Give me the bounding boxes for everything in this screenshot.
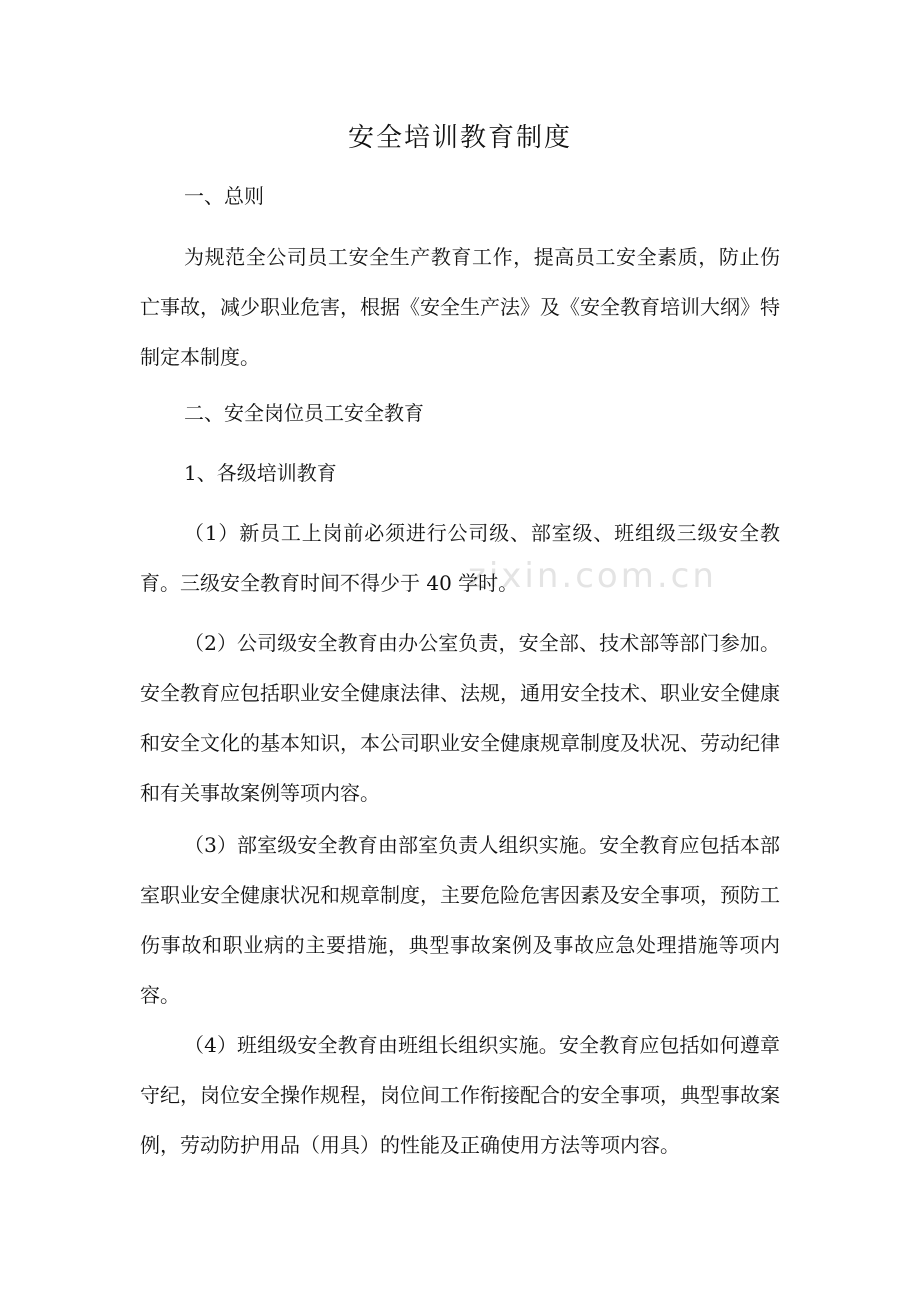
- paragraph-general: 为规范全公司员工安全生产教育工作，提高员工安全素质，防止伤亡事故，减少职业危害，根据《安全生产法》及《安全教育培训大纲》特制定本制度。: [140, 245, 780, 369]
- subsection-heading-training: 1、各级培训教育: [184, 461, 337, 485]
- watermark: zixin.com.cn: [468, 556, 717, 596]
- section-heading-general: 一、总则: [184, 184, 264, 208]
- paragraph-item-4: （4）班组级安全教育由班组长组织实施。安全教育应包括如何遵章守纪，岗位安全操作规程，岗位间工作衔接配合的安全事项，典型事故案例，劳动防护用品（用具）的性能及正确使用方法等项内容。: [140, 1033, 780, 1157]
- paragraph-item-2: （2）公司级安全教育由办公室负责，安全部、技术部等部门参加。安全教育应包括职业安全健康法律、法规，通用安全技术、职业安全健康和安全文化的基本知识，本公司职业安全健康规章制度及状况、劳动纪律和有关事故案例等项内容。: [140, 631, 780, 805]
- section-heading-safety-education: 二、安全岗位员工安全教育: [184, 401, 424, 425]
- paragraph-item-3: （3）部室级安全教育由部室负责人组织实施。安全教育应包括本部室职业安全健康状况和规章制度，主要危险危害因素及安全事项，预防工伤事故和职业病的主要措施，典型事故案例及事故应急处理措施等项内容。: [140, 833, 780, 1007]
- paragraph-item-1: （1）新员工上岗前必须进行公司级、部室级、班组级三级安全教育。三级安全教育时间不得少于 40 学时。: [140, 521, 780, 595]
- page-title: 安全培训教育制度: [347, 123, 572, 153]
